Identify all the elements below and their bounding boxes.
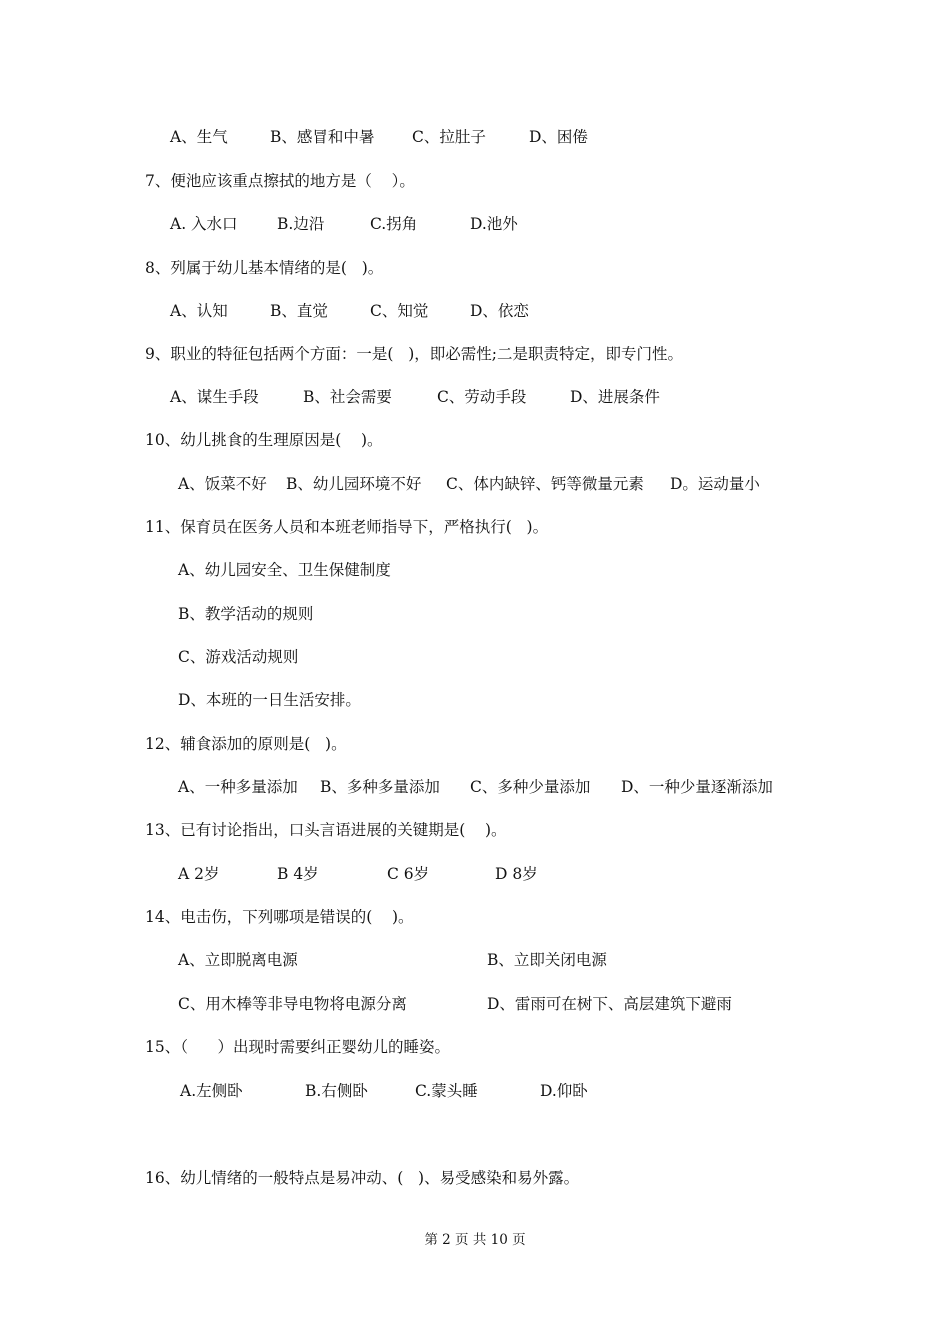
q15-option-c: C.蒙头睡 (415, 1082, 478, 1100)
q7-option-b: B.边沿 (277, 215, 325, 233)
q13-option-a: A 2岁 (178, 865, 220, 883)
q15-option-d: D.仰卧 (540, 1082, 588, 1100)
q10-option-c: C、体内缺锌、钙等微量元素 (446, 475, 644, 493)
q9-option-d: D、进展条件 (570, 388, 660, 406)
q10-option-b: B、幼儿园环境不好 (286, 475, 422, 493)
q7-stem: 7、便池应该重点擦拭的地方是（ ）。 (145, 172, 415, 190)
q9-option-c: C、劳动手段 (437, 388, 527, 406)
q11-option-a: A、幼儿园安全、卫生保健制度 (178, 561, 391, 579)
q13-option-d: D 8岁 (495, 865, 538, 883)
q14-option-c: C、用木棒等非导电物将电源分离 (178, 995, 407, 1013)
q12-option-a: A、一种多量添加 (178, 778, 298, 796)
q11-option-c: C、游戏活动规则 (178, 648, 299, 666)
q16-stem: 16、幼儿情绪的一般特点是易冲动、( )、易受感染和易外露。 (145, 1169, 580, 1187)
q7-option-c: C.拐角 (370, 215, 418, 233)
q6-option-a: A、生气 (170, 128, 228, 146)
q6-option-b: B、感冒和中暑 (270, 128, 375, 146)
q9-option-b: B、社会需要 (303, 388, 392, 406)
q10-option-d: D。运动量小 (670, 475, 760, 493)
q11-stem: 11、保育员在医务人员和本班老师指导下，严格执行( )。 (145, 518, 549, 536)
q13-stem: 13、已有讨论指出，口头言语进展的关键期是( )。 (145, 821, 507, 839)
q10-stem: 10、幼儿挑食的生理原因是( )。 (145, 431, 383, 449)
q8-stem: 8、列属于幼儿基本情绪的是( )。 (145, 259, 384, 277)
q8-option-d: D、依恋 (470, 302, 529, 320)
q11-option-d: D、本班的一日生活安排。 (178, 691, 361, 709)
q8-option-c: C、知觉 (370, 302, 429, 320)
q12-option-d: D、一种少量逐渐添加 (621, 778, 773, 796)
q9-option-a: A、谋生手段 (170, 388, 259, 406)
q14-option-d: D、雷雨可在树下、高层建筑下避雨 (487, 995, 732, 1013)
q12-stem: 12、辅食添加的原则是( )。 (145, 735, 347, 753)
q10-option-a: A、饭菜不好 (178, 475, 267, 493)
q14-option-b: B、立即关闭电源 (487, 951, 607, 969)
q15-stem: 15、（ ）出现时需要纠正婴幼儿的睡姿。 (145, 1038, 451, 1056)
q15-option-b: B.右侧卧 (305, 1082, 368, 1100)
q6-option-c: C、拉肚子 (412, 128, 486, 146)
q7-option-d: D.池外 (470, 215, 518, 233)
page-footer: 第 2 页 共 10 页 (424, 1232, 526, 1248)
q13-option-c: C 6岁 (387, 865, 430, 883)
q14-option-a: A、立即脱离电源 (178, 951, 298, 969)
q7-option-a: A. 入水口 (170, 215, 238, 233)
q13-option-b: B 4岁 (277, 865, 319, 883)
q11-option-b: B、教学活动的规则 (178, 605, 314, 623)
q6-option-d: D、困倦 (529, 128, 588, 146)
q12-option-c: C、多种少量添加 (470, 778, 591, 796)
q9-stem: 9、职业的特征包括两个方面：一是( )，即必需性;二是职责特定，即专门性。 (145, 345, 683, 363)
q15-option-a: A.左侧卧 (180, 1082, 243, 1100)
q12-option-b: B、多种多量添加 (320, 778, 440, 796)
q8-option-b: B、直觉 (270, 302, 328, 320)
q14-stem: 14、电击伤，下列哪项是错误的( )。 (145, 908, 414, 926)
q8-option-a: A、认知 (170, 302, 228, 320)
